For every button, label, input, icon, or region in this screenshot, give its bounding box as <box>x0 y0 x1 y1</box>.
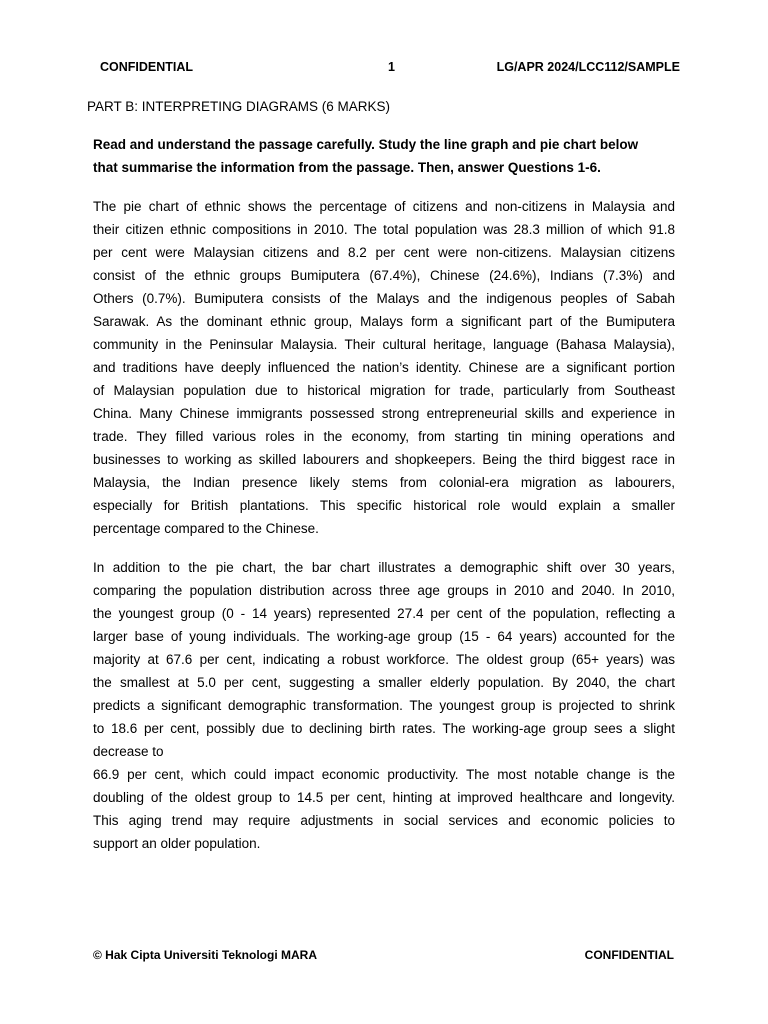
text-line: China. Many Chinese immigrants possessed strong entrepreneurial skills and experience in <box>93 406 675 421</box>
text-line: 66.9 per cent, which could impact economic productivity. The most notable change is the <box>93 767 675 782</box>
page-header <box>100 60 680 78</box>
text-line: community in the Peninsular Malaysia. Their cultural heritage, language (Bahasa Malaysia), <box>93 337 675 352</box>
text-line: doubling of the oldest group to 14.5 per cent, hinting at improved healthcare and longevity. <box>93 790 675 805</box>
text-line: Malaysia, the Indian presence likely stems from colonial-era migration as labourers, <box>93 475 675 490</box>
text-line: the smallest at 5.0 per cent, suggesting a smaller elderly population. By 2040, the chart <box>93 675 675 690</box>
text-line: to 18.6 per cent, possibly due to declining birth rates. The working-age group sees a slight <box>93 721 675 736</box>
text-line: majority at 67.6 per cent, indicating a robust workforce. The oldest group (65+ years) was <box>93 652 675 667</box>
text-line: support an older population. <box>93 836 261 851</box>
paragraph-bar-chart <box>93 556 675 855</box>
text-line: their citizen ethnic compositions in 2010. The total population was 28.3 million of which 91.8 <box>93 222 675 237</box>
text-line: consist of the ethnic groups Bumiputera (67.4%), Chinese (24.6%), Indians (7.3%) and <box>93 268 675 283</box>
text-line: of Malaysian population due to historical migration for trade, particularly from Southeast <box>93 383 675 398</box>
page-number: 1 <box>388 60 395 74</box>
text-line: This aging trend may require adjustments in social services and economic policies to <box>93 813 675 828</box>
instruction <box>93 133 675 179</box>
text-line: percentage compared to the Chinese. <box>93 521 319 536</box>
document-code: LG/APR 2024/LCC112/SAMPLE <box>496 60 680 74</box>
page-footer <box>93 948 674 966</box>
document-body <box>93 133 675 871</box>
text-line: In addition to the pie chart, the bar chart illustrates a demographic shift over 30 years, <box>93 560 675 575</box>
text-line: and traditions have deeply influenced the nation’s identity. Chinese are a significant portion <box>93 360 675 375</box>
text-line: larger base of young individuals. The working-age group (15 - 64 years) accounted for the <box>93 629 675 644</box>
instruction-line: that summarise the information from the passage. Then, answer Questions 1-6. <box>93 160 601 175</box>
text-line: comparing the population distribution across three age groups in 2010 and 2040. In 2010, <box>93 583 675 598</box>
part-title: PART B: INTERPRETING DIAGRAMS (6 MARKS) <box>87 99 391 114</box>
text-line: predicts a significant demographic transformation. The youngest group is projected to shrink <box>93 698 675 713</box>
header-confidential: CONFIDENTIAL <box>100 60 194 74</box>
copyright-notice: © Hak Cipta Universiti Teknologi MARA <box>93 948 317 962</box>
text-line: per cent were Malaysian citizens and 8.2 per cent were non-citizens. Malaysian citizens <box>93 245 675 260</box>
text-line: businesses to working as skilled labourers and shopkeepers. Being the third biggest race in <box>93 452 675 467</box>
instruction-line: Read and understand the passage carefully. Study the line graph and pie chart below <box>93 137 639 152</box>
text-line: decrease to <box>93 744 164 759</box>
text-line: Others (0.7%). Bumiputera consists of the Malays and the indigenous peoples of Sabah <box>93 291 675 306</box>
paragraph-pie-chart <box>93 195 675 540</box>
text-line: especially for British plantations. This specific historical role would explain a smaller <box>93 498 675 513</box>
text-line: The pie chart of ethnic shows the percentage of citizens and non-citizens in Malaysia and <box>93 199 675 214</box>
text-line: the youngest group (0 - 14 years) represented 27.4 per cent of the population, reflecting a <box>93 606 675 621</box>
footer-confidential: CONFIDENTIAL <box>584 948 674 962</box>
text-line: Sarawak. As the dominant ethnic group, Malays form a significant part of the Bumiputera <box>93 314 675 329</box>
text-line: trade. They filled various roles in the economy, from starting tin mining operations and <box>93 429 675 444</box>
